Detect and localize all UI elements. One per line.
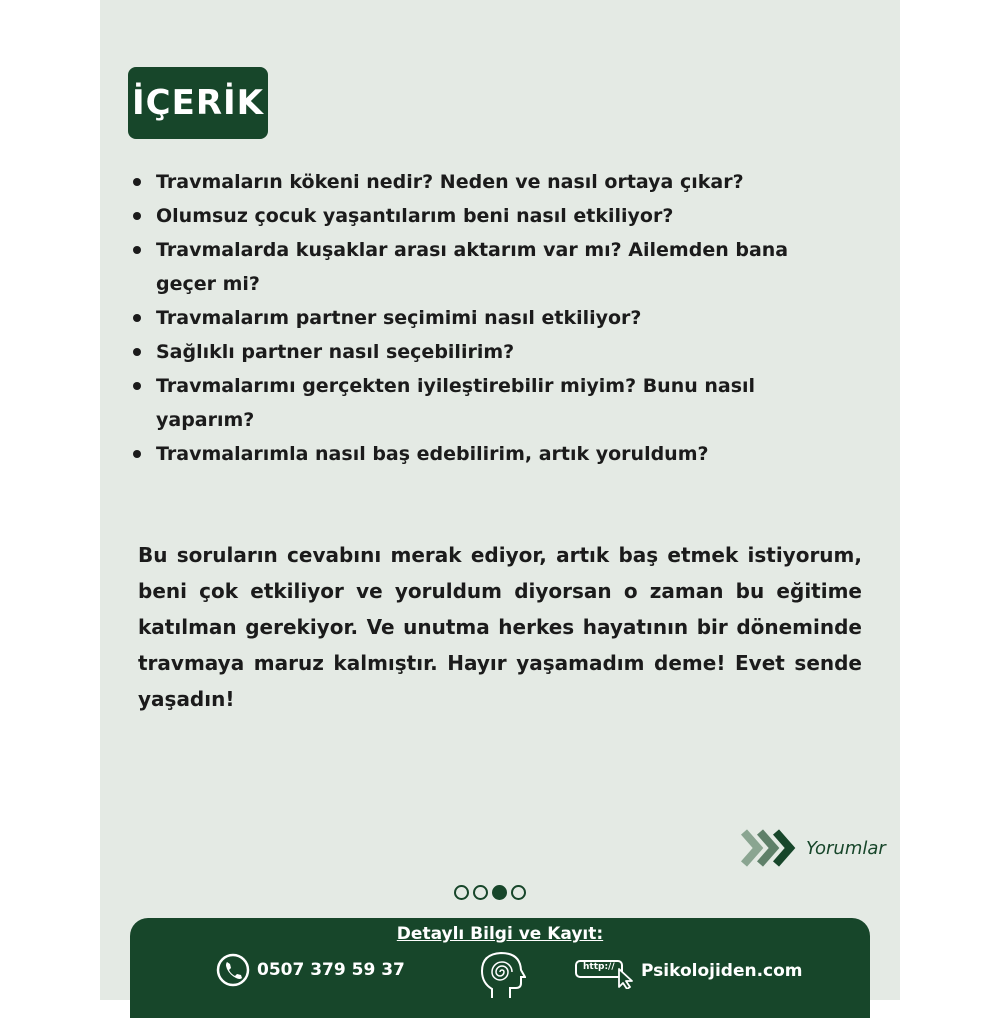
list-item [128,165,848,199]
phone-contact[interactable] [216,953,405,987]
bullet-icon [133,382,141,390]
bullet-icon [133,212,141,220]
topics-list [128,165,848,471]
section-title: İÇERİK [131,83,264,123]
section-title-badge [128,67,268,139]
list-item-text: Travmalarım partner seçimimi nasıl etkiliyor? [156,307,642,329]
next-slide-link[interactable] [740,826,886,870]
list-item [128,369,848,437]
website-link[interactable] [575,953,803,989]
list-item [128,335,848,369]
website-text: Psikolojiden.com [641,961,803,981]
list-item-text: Olumsuz çocuk yaşantılarım beni nasıl etkiliyor? [156,205,674,227]
list-item [128,301,848,335]
list-item [128,437,848,471]
list-item [128,233,848,301]
list-item-text: Travmalarımı gerçekten iyileştirebilir miyim? Bunu nasıl yaparım? [156,375,756,431]
page-dot-active[interactable] [492,885,507,900]
page-dot[interactable] [511,885,526,900]
bullet-icon [133,348,141,356]
call-to-action-paragraph: Bu soruların cevabını merak ediyor, artık baş etmek istiyorum, beni çok etkiliyor ve yoruldum diyorsan o zaman bu eğitime katılman gerekiyor. Ve unutma herkes hayatının bir döneminde travmaya maruz kalmıştır. Hayır yaşamadım deme! Evet sende yaşadın! [138,543,862,711]
bullet-icon [133,246,141,254]
triple-chevron-right-icon [740,826,802,870]
phone-number: 0507 379 59 37 [257,960,405,980]
pagination-dots [454,885,526,900]
page-dot[interactable] [454,885,469,900]
contact-footer [130,918,870,1018]
bullet-icon [133,450,141,458]
page-dot[interactable] [473,885,488,900]
bullet-icon [133,178,141,186]
list-item-text: Travmalarımla nasıl baş edebilirim, artık yoruldum? [156,443,709,465]
url-prefix: http:// [583,962,615,972]
psychology-head-icon [478,950,526,1000]
next-slide-label: Yorumlar [806,837,886,859]
footer-heading: Detaylı Bilgi ve Kayıt: [396,924,604,944]
phone-icon [216,953,250,987]
list-item-text: Travmaların kökeni nedir? Neden ve nasıl ortaya çıkar? [156,171,744,193]
list-item-text: Sağlıklı partner nasıl seçebilirim? [156,341,515,363]
list-item-text: Travmalarda kuşaklar arası aktarım var mı? Ailemden bana geçer mi? [156,239,789,295]
list-item [128,199,848,233]
bullet-icon [133,314,141,322]
